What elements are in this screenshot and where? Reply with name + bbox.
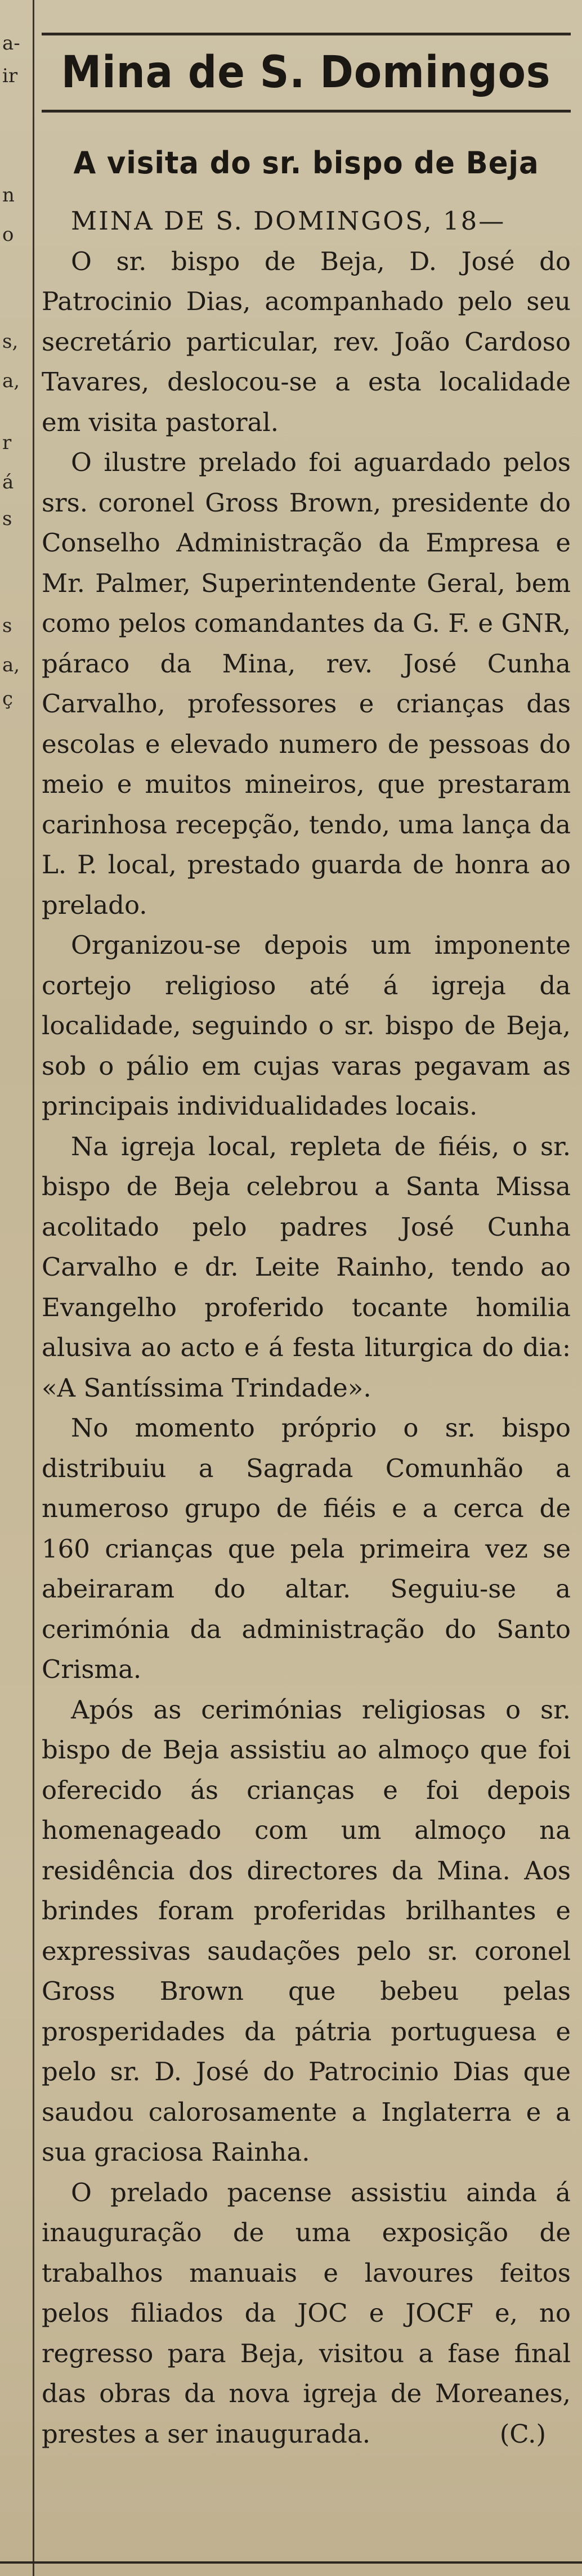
- adjacent-column-fragment: a,: [2, 654, 20, 676]
- article-column: [42, 0, 571, 2454]
- article-paragraph: [42, 201, 571, 241]
- author-signature: (C.): [499, 2418, 546, 2449]
- article-paragraph: No momento próprio o sr. bispo distribuiu a Sagrada Comunhão a numeroso grupo de fiéis e a cerca de 160 crianças que pela primeira vez se abeiraram do altar. Seguiu-se a cerimónia da administração do Santo Crisma.: [42, 1413, 571, 1684]
- adjacent-column-fragment: á: [2, 471, 14, 493]
- masthead-title: Mina de S. Domingos: [61, 47, 551, 98]
- adjacent-column-fragment: ç: [2, 688, 14, 710]
- article-paragraph: O ilustre prelado foi aguardado pelos srs. coronel Gross Brown, presidente do Conselho Administração da Empresa e Mr. Palmer, Superintendente Geral, bem como pelos comandantes da G. F. e GNR, páraco da Mina, rev. José Cunha Carvalho, professores e crianças das escolas e elevado numero de pessoas do meio e muitos mineiros, que prestaram carinhosa recepção, tendo, uma lança da L. P. local, prestado guarda de honra ao prelado.: [42, 447, 571, 920]
- dateline: MINA DE S. DOMINGOS, 18—: [71, 206, 506, 236]
- adjacent-column-fragment: s: [2, 614, 12, 637]
- article-paragraph: O prelado pacense assistiu ainda á inauguração de uma exposição de trabalhos manuais e lavoures feitos pelos filiados da JOC e JOCF e, no regresso para Beja, visitou a fase final das obras da nova igreja de Moreanes, prestes a ser inaugurada.: [42, 2177, 571, 2449]
- article-headline: A visita do sr. bispo de Beja: [73, 145, 539, 181]
- adjacent-column-fragment: n: [2, 184, 15, 207]
- bottom-rule: [0, 2561, 582, 2564]
- article-paragraph: Após as cerimónias religiosas o sr. bispo de Beja assistiu ao almoço que foi oferecido ás crianças e foi depois homenageado com um almoço na residência dos directores da Mina. Aos brindes foram proferidas brilhantes e expressivas saudações pelo sr. coronel Gross Brown que bebeu pelas prosperidades da pátria portuguesa e pelo sr. D. José do Patrocinio Dias que saudou calorosamente a Inglaterra e a sua graciosa Rainha.: [42, 1694, 571, 2167]
- adjacent-column-fragment: o: [2, 223, 14, 246]
- article-paragraph: O sr. bispo de Beja, D. José do Patrocinio Dias, acompanhado pelo seu secretário particular, rev. João Cardoso Tavares, deslocou-se a esta localidade em visita pastoral.: [42, 246, 571, 437]
- adjacent-column-fragment: a-: [2, 32, 20, 55]
- adjacent-column-fragment: ir: [2, 65, 18, 87]
- adjacent-column-fragment: s,: [2, 330, 19, 353]
- adjacent-column-fragment: a,: [2, 370, 20, 392]
- adjacent-column-edge: [0, 0, 34, 2576]
- article-paragraph: Na igreja local, repleta de fiéis, o sr. bispo de Beja celebrou a Santa Missa acolitado pelo padres José Cunha Carvalho e dr. Leite Rainho, tendo ao Evangelho proferido tocante homilia alusiva ao acto e á festa liturgica do dia: «A Santíssima Trindade».: [42, 1131, 571, 1403]
- adjacent-column-fragment: r: [2, 432, 12, 454]
- adjacent-column-fragment: s: [2, 508, 12, 530]
- article-paragraph: Organizou-se depois um imponente cortejo religioso até á igreja da localidade, seguindo o sr. bispo de Beja, sob o pálio em cujas varas pegavam as principais individualidades locais.: [42, 930, 571, 1121]
- section-masthead: [42, 33, 571, 113]
- article-body: [42, 201, 571, 2454]
